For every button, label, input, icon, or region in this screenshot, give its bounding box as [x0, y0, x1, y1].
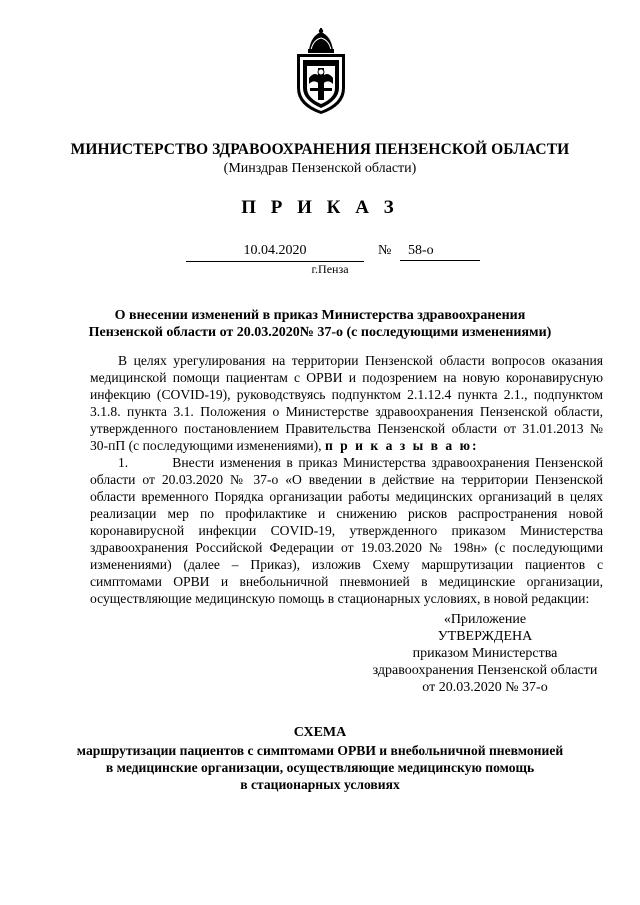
item-1-paragraph: 1. Внести изменения в приказ Министерства здравоохранения Пензенской области от 20.03.2020 № 37-о «О введении в действие на территории Пензенской области временного Порядка организации работы медицинских организаций в целях реализации мер по профилактике и снижению рисков распространения новой коронавирусной инфекции COVID-19, утвержденного приказом Министерства здравоохранения Российской Федерации от 19.03.2020 № 198н» (с последующими изменениями) (далее – Приказ), изложив Схему маршрутизации пациентов с симптомами ОРВИ и внебольничной пневмонией в медицинские организации, осуществляющие медицинскую помощь в стационарных условиях, в новой редакции: — [90, 455, 603, 606]
ministry-short-name: (Минздрав Пензенской области) — [223, 161, 417, 176]
scheme-subtitle-line: в стационарных условиях — [240, 777, 400, 792]
order-command: п р и к а з ы в а ю: — [324, 438, 479, 453]
number-sign: № — [378, 243, 392, 258]
order-date: 10.04.2020 — [186, 243, 364, 262]
order-number: 58-о — [400, 243, 480, 261]
coat-of-arms-icon — [291, 28, 351, 116]
appendix-line: «Приложение — [443, 612, 527, 627]
appendix-line: здравоохранения Пензенской области — [372, 663, 598, 678]
order-subject: О внесении изменений в приказ Министерства здравоохранения Пензенской области от 20.03.2020№ 37-о (с последующими изменениями) — [88, 308, 552, 340]
appendix-line: УТВЕРЖДЕНА — [437, 629, 533, 644]
scheme-subtitle — [60, 742, 580, 793]
scheme-subtitle-line: маршрутизации пациентов с симптомами ОРВИ и внебольничной пневмонией — [76, 743, 564, 758]
appendix-line: от 20.03.2020 № 37-о — [422, 680, 548, 695]
appendix-block — [360, 611, 610, 696]
order-city: г.Пенза — [311, 262, 349, 276]
ministry-title: МИНИСТЕРСТВО ЗДРАВООХРАНЕНИЯ ПЕНЗЕНСКОЙ ОБЛАСТИ — [70, 141, 570, 158]
preamble-paragraph — [90, 352, 603, 454]
preamble-text: В целях урегулирования на территории Пензенской области вопросов оказания медицинской помощи пациентам с ОРВИ и подозрением на новую коронавирусную инфекцию (COVID-19), руководствуясь подпунктом 2.1.12.4 пункта 2.1., подпунктом 3.1.8. пункта 3.1. Положения о Министерстве здравоохранения Пензенской области, утвержденного постановлением Правительства Пензенской области от 31.01.2013 № 30-пП (с последующими изменениями), — [90, 353, 603, 453]
order-title: П Р И К А З — [241, 197, 399, 218]
appendix-line: приказом Министерства — [412, 646, 558, 661]
scheme-title: СХЕМА — [293, 725, 347, 740]
scheme-subtitle-line: в медицинские организации, осуществляющие медицинскую помощь — [105, 760, 535, 775]
